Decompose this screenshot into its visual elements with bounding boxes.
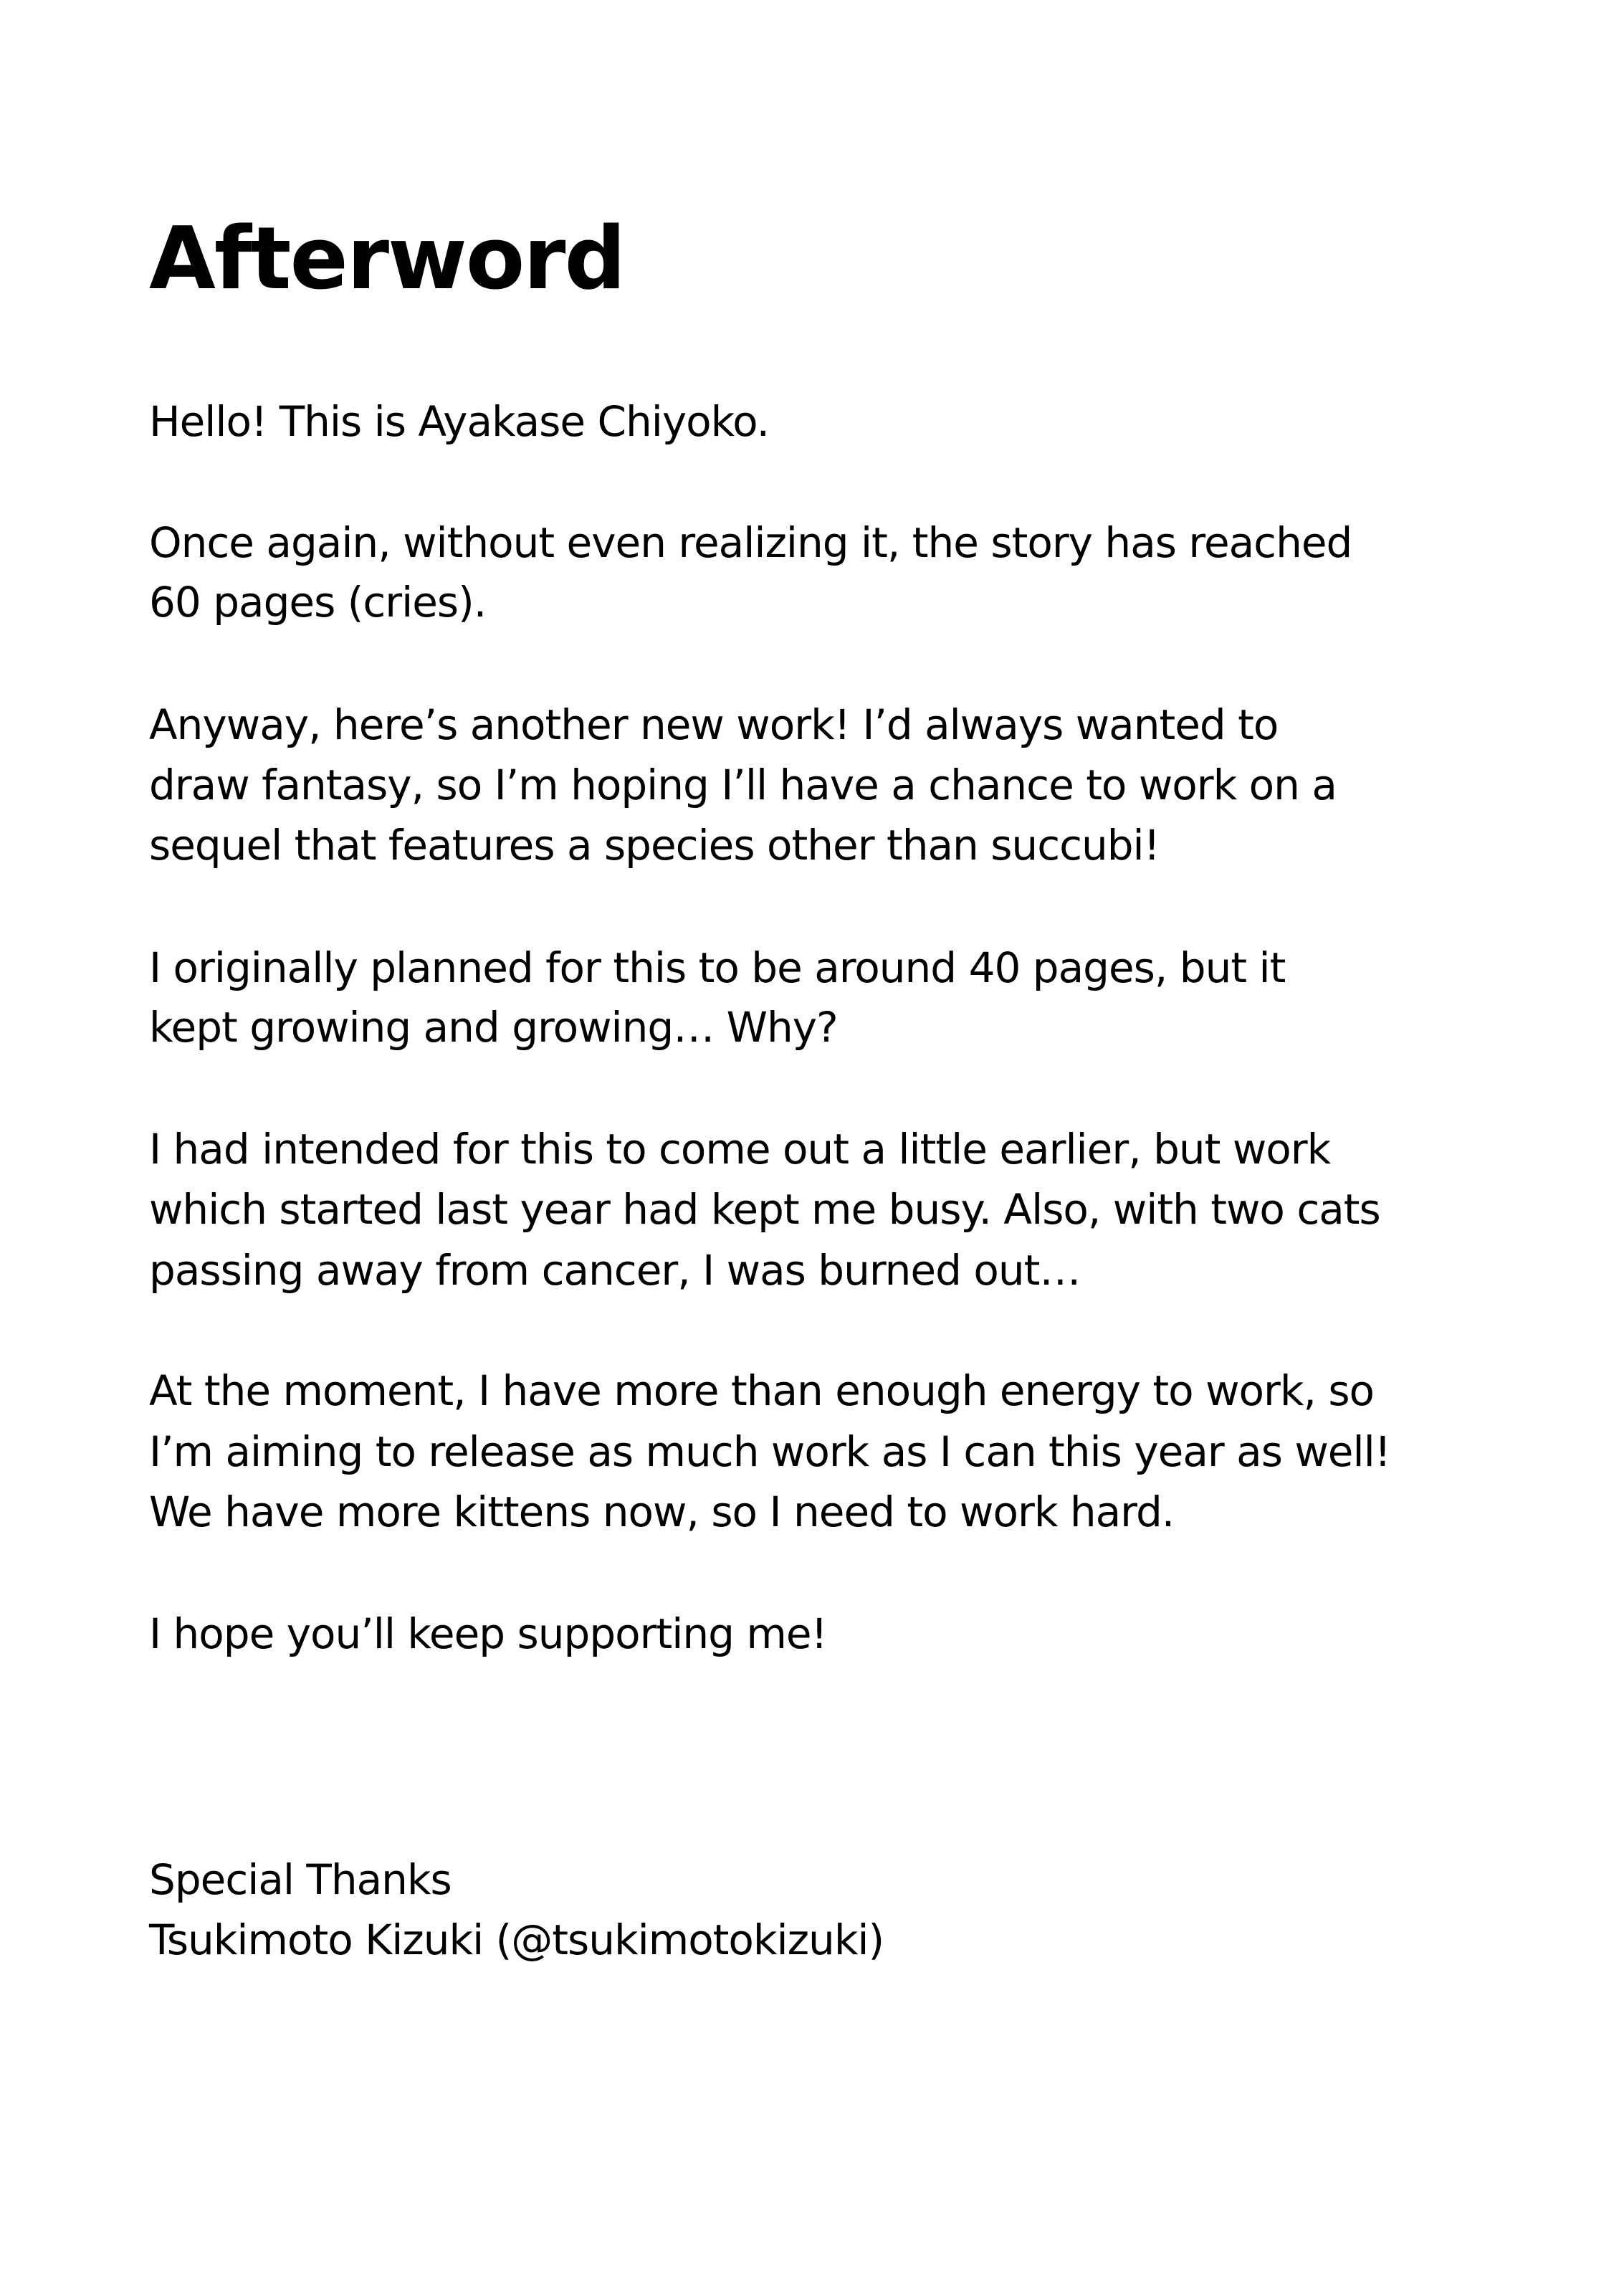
- greeting-line: Hello! This is Ayakase Chiyoko.: [149, 397, 770, 446]
- special-thanks-name: Tsukimoto Kizuki (@tsukimotokizuki): [149, 1915, 884, 1964]
- paragraph-line: 60 pages (cries).: [149, 578, 487, 627]
- paragraph-line: I had intended for this to come out a little earlier, but work: [149, 1125, 1331, 1174]
- paragraph-line: kept growing and growing… Why?: [149, 1003, 838, 1052]
- special-thanks-heading: Special Thanks: [149, 1855, 452, 1904]
- paragraph-line: We have more kittens now, so I need to work hard.: [149, 1488, 1175, 1536]
- paragraph-line: sequel that features a species other than succubi!: [149, 821, 1160, 870]
- paragraph-line: Once again, without even realizing it, the story has reached: [149, 518, 1352, 567]
- paragraph-line: draw fantasy, so I’m hoping I’ll have a chance to work on a: [149, 761, 1337, 809]
- paragraph-line: which started last year had kept me busy. Also, with two cats: [149, 1185, 1380, 1234]
- paragraph-line: passing away from cancer, I was burned out…: [149, 1246, 1081, 1295]
- closing-line: I hope you’ll keep supporting me!: [149, 1609, 827, 1658]
- paragraph-line: At the moment, I have more than enough energy to work, so: [149, 1366, 1375, 1415]
- paragraph-line: I’m aiming to release as much work as I can this year as well!: [149, 1427, 1390, 1476]
- paragraph-line: Anyway, here’s another new work! I’d always wanted to: [149, 700, 1279, 749]
- paragraph-line: I originally planned for this to be around 40 pages, but it: [149, 943, 1286, 992]
- page-title: Afterword: [149, 209, 625, 309]
